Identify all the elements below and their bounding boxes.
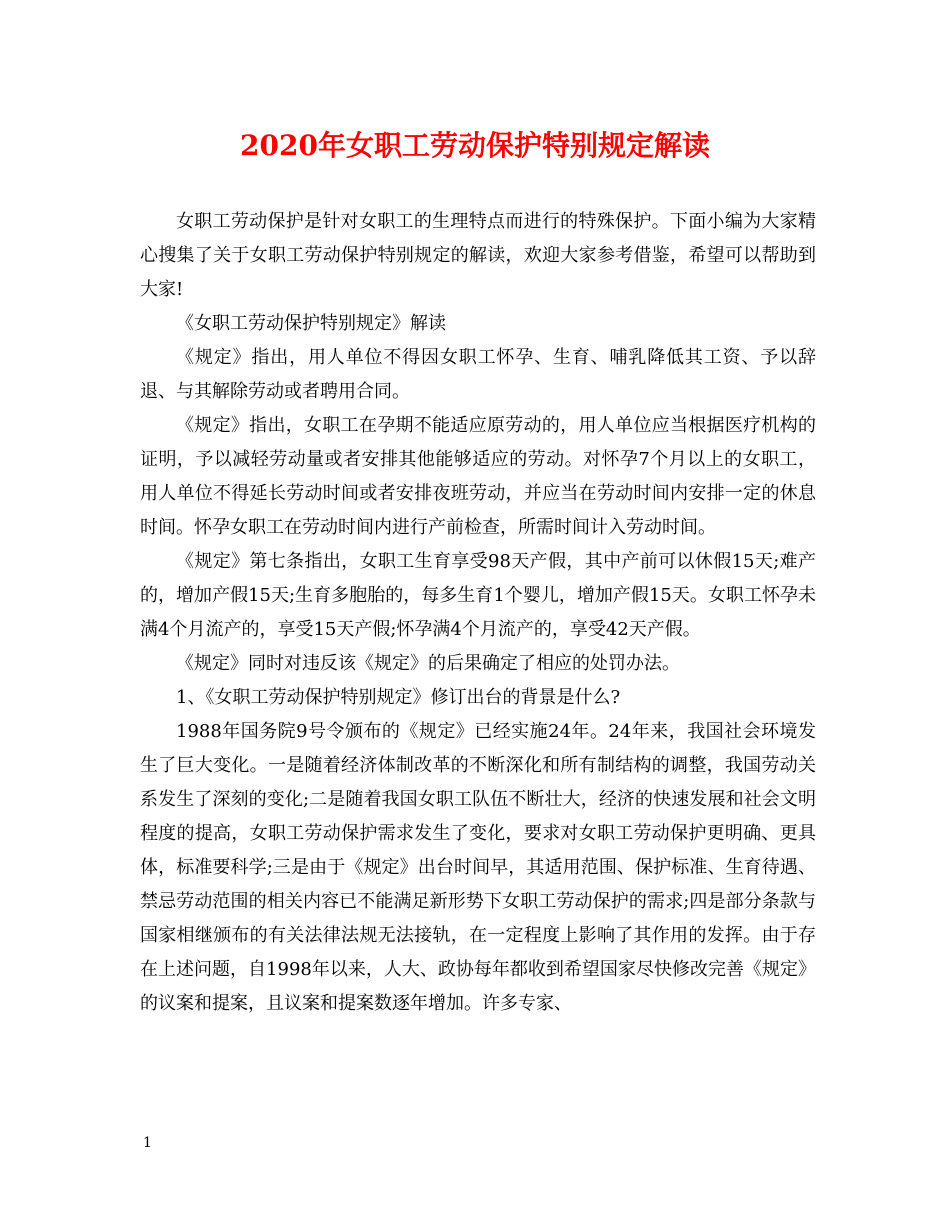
body-paragraph: 《规定》第七条指出，女职工生育享受98天产假，其中产前可以休假15天;难产的，增加产假15天;生育多胞胎的，每多生育1个婴儿，增加产假15天。女职工怀孕未满4个月流产的，享受15天产假;怀孕满4个月流产的，享受42天产假。 bbox=[140, 551, 816, 640]
intro-paragraph: 女职工劳动保护是针对女职工的生理特点而进行的特殊保护。下面小编为大家精心搜集了关于女职工劳动保护特别规定的解读，欢迎大家参考借鉴，希望可以帮助到大家! bbox=[140, 211, 816, 300]
body-paragraph: 《规定》指出，用人单位不得因女职工怀孕、生育、哺乳降低其工资、予以辞退、与其解除劳动或者聘用合同。 bbox=[140, 347, 816, 402]
body-paragraph: 1988年国务院9号令颁布的《规定》已经实施24年。24年来，我国社会环境发生了巨大变化。一是随着经济体制改革的不断深化和所有制结构的调整，我国劳动关系发生了深刻的变化;二是随着我国女职工队伍不断壮大，经济的快速发展和社会文明程度的提高，女职工劳动保护需求发生了变化，要求对女职工劳动保护更明确、更具体，标准要科学;三是由于《规定》出台时间早，其适用范围、保护标准、生育待遇、禁忌劳动范围的相关内容已不能满足新形势下女职工劳动保护的需求;四是部分条款与国家相继颁布的有关法律法规无法接轨，在一定程度上影响了其作用的发挥。由于存在上述问题，自1998年以来，人大、政协每年都收到希望国家尽快修改完善《规定》的议案和提案，且议案和提案数逐年增加。许多专家、 bbox=[140, 721, 816, 1014]
question-heading: 1、《女职工劳动保护特别规定》修订出台的背景是什么? bbox=[176, 687, 621, 708]
section-heading: 《女职工劳动保护特别规定》解读 bbox=[176, 313, 446, 334]
document-title: 2020年女职工劳动保护特别规定解读 bbox=[240, 129, 710, 162]
body-paragraph: 《规定》指出，女职工在孕期不能适应原劳动的，用人单位应当根据医疗机构的证明，予以减轻劳动量或者安排其他能够适应的劳动。对怀孕7个月以上的女职工，用人单位不得延长劳动时间或者安排夜班劳动，并应当在劳动时间内安排一定的休息时间。怀孕女职工在劳动时间内进行产前检查，所需时间计入劳动时间。 bbox=[140, 415, 816, 538]
document-body bbox=[140, 205, 816, 1021]
body-paragraph: 《规定》同时对违反该《规定》的后果确定了相应的处罚办法。 bbox=[176, 653, 680, 674]
page-number: 1 bbox=[143, 1135, 152, 1151]
